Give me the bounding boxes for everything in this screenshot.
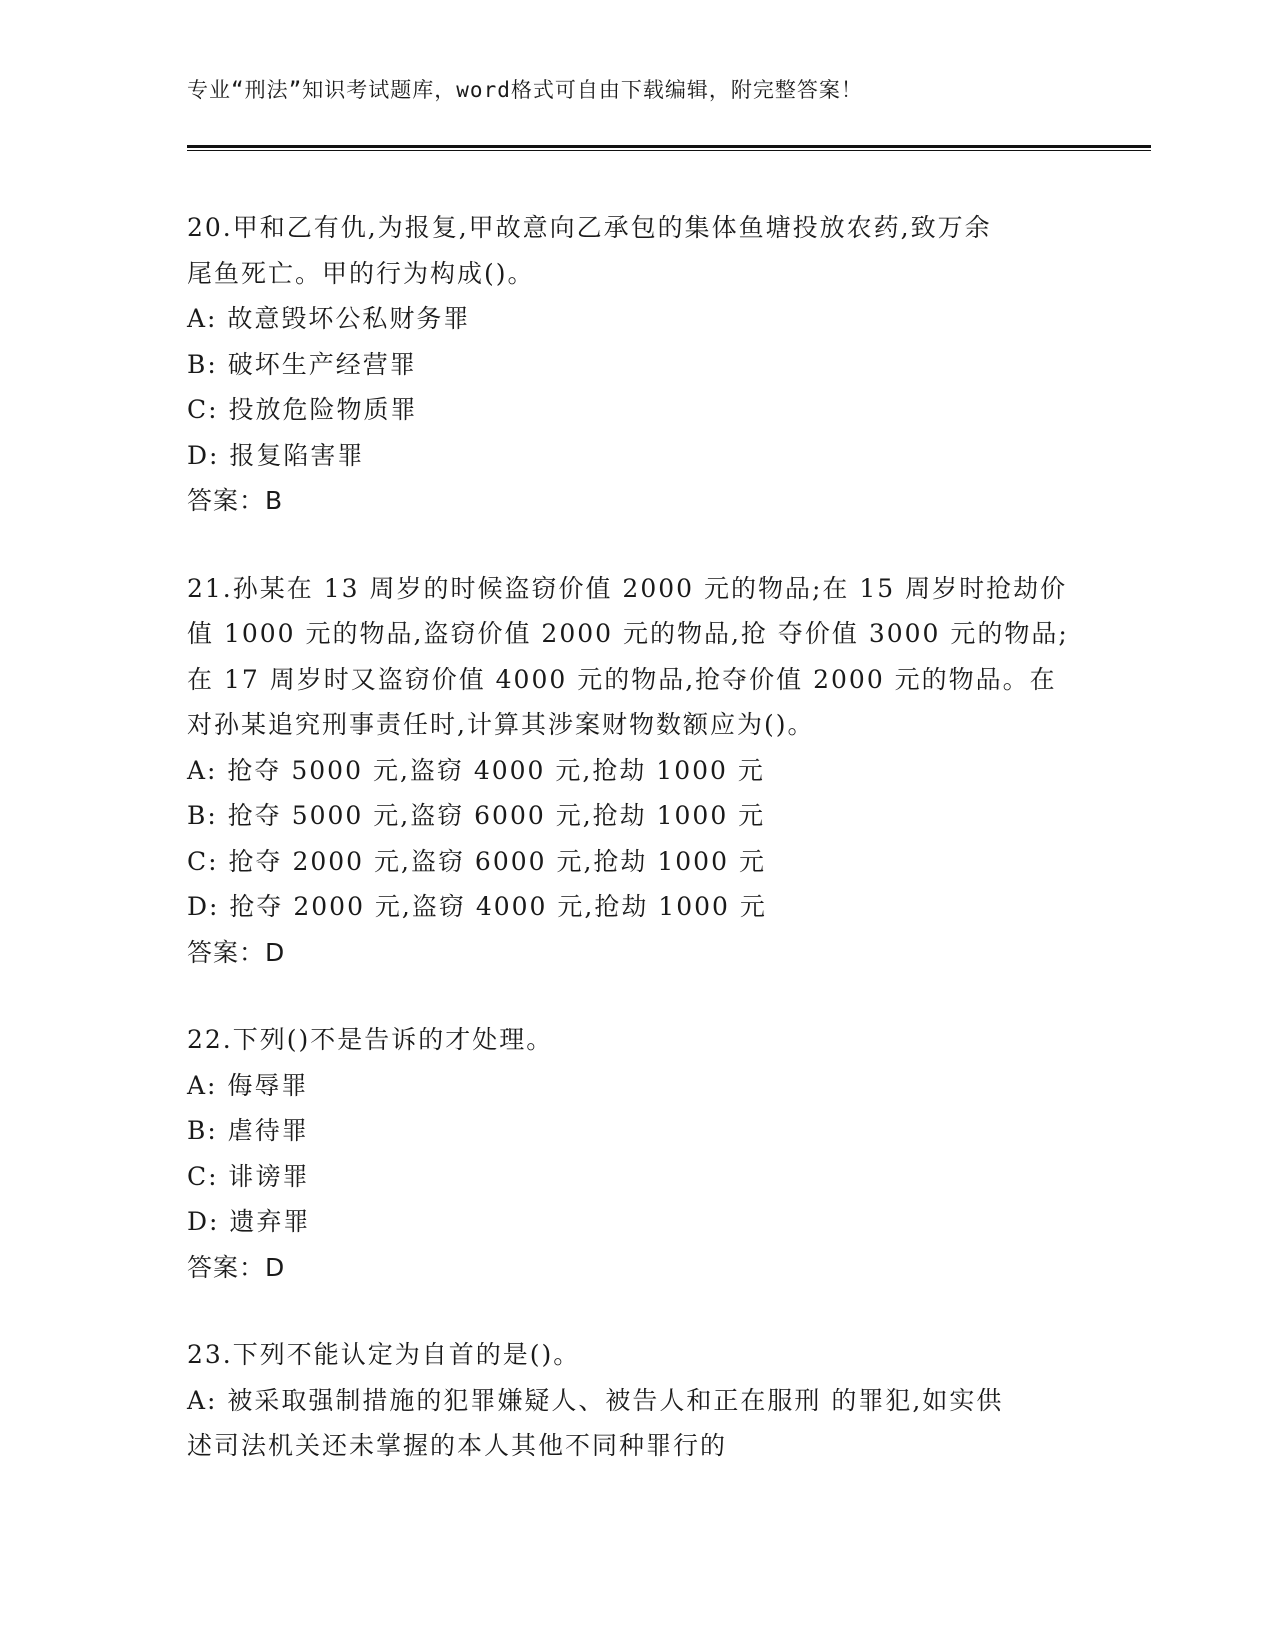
option-a: A: 故意毁坏公私财务罪 xyxy=(187,304,471,333)
option-a: A: 被采取强制措施的犯罪嫌疑人、被告人和正在服刑 的罪犯,如实供 xyxy=(187,1385,1004,1415)
option-c: C: 投放危险物质罪 xyxy=(187,395,418,424)
question-stem: 20.甲和乙有仇,为报复,甲故意向乙承包的集体鱼塘投放农药,致万余 xyxy=(187,213,992,242)
question-list xyxy=(187,205,1087,1511)
question-item xyxy=(187,1332,1087,1469)
option-d: D: 报复陷害罪 xyxy=(187,440,365,470)
question-stem: 23.下列不能认定为自首的是()。 xyxy=(187,1340,581,1369)
header-divider-thick xyxy=(187,145,1151,148)
option-d: D: 抢夺 2000 元,盗窃 4000 元,抢劫 1000 元 xyxy=(187,892,767,921)
answer-line: 答案：D xyxy=(187,1252,286,1282)
question-stem: 22.下列()不是告诉的才处理。 xyxy=(187,1025,554,1054)
question-stem: 在 17 周岁时又盗窃价值 4000 元的物品,抢夺价值 2000 元的物品。在 xyxy=(187,664,1057,694)
question-stem: 对孙某追究刑事责任时,计算其涉案财物数额应为()。 xyxy=(187,710,815,739)
option-c: C: 抢夺 2000 元,盗窃 6000 元,抢劫 1000 元 xyxy=(187,846,766,876)
option-b: B: 抢夺 5000 元,盗窃 6000 元,抢劫 1000 元 xyxy=(187,801,766,830)
option-a-continued: 述司法机关还未掌握的本人其他不同种罪行的 xyxy=(187,1431,728,1460)
option-b: B: 破坏生产经营罪 xyxy=(187,349,417,379)
option-a: A: 抢夺 5000 元,盗窃 4000 元,抢劫 1000 元 xyxy=(187,755,765,785)
option-a: A: 侮辱罪 xyxy=(187,1070,309,1100)
question-stem: 21.孙某在 13 周岁的时候盗窃价值 2000 元的物品;在 15 周岁时抢劫价 xyxy=(187,573,1068,603)
option-b: B: 虐待罪 xyxy=(187,1116,309,1145)
question-stem: 尾鱼死亡。甲的行为构成()。 xyxy=(187,258,535,288)
page-header: 专业“刑法”知识考试题库，word格式可自由下载编辑，附完整答案！ xyxy=(187,78,863,102)
question-item xyxy=(187,566,1087,976)
option-d: D: 遗弃罪 xyxy=(187,1207,311,1236)
question-item xyxy=(187,1017,1087,1290)
question-stem: 值 1000 元的物品,盗窃价值 2000 元的物品,抢 夺价值 3000 元的物品; xyxy=(187,619,1069,648)
option-c: C: 诽谤罪 xyxy=(187,1161,310,1191)
answer-line: 答案：D xyxy=(187,937,286,967)
answer-line: 答案：B xyxy=(187,486,284,515)
header-divider-thin xyxy=(187,150,1151,151)
question-item xyxy=(187,205,1087,524)
